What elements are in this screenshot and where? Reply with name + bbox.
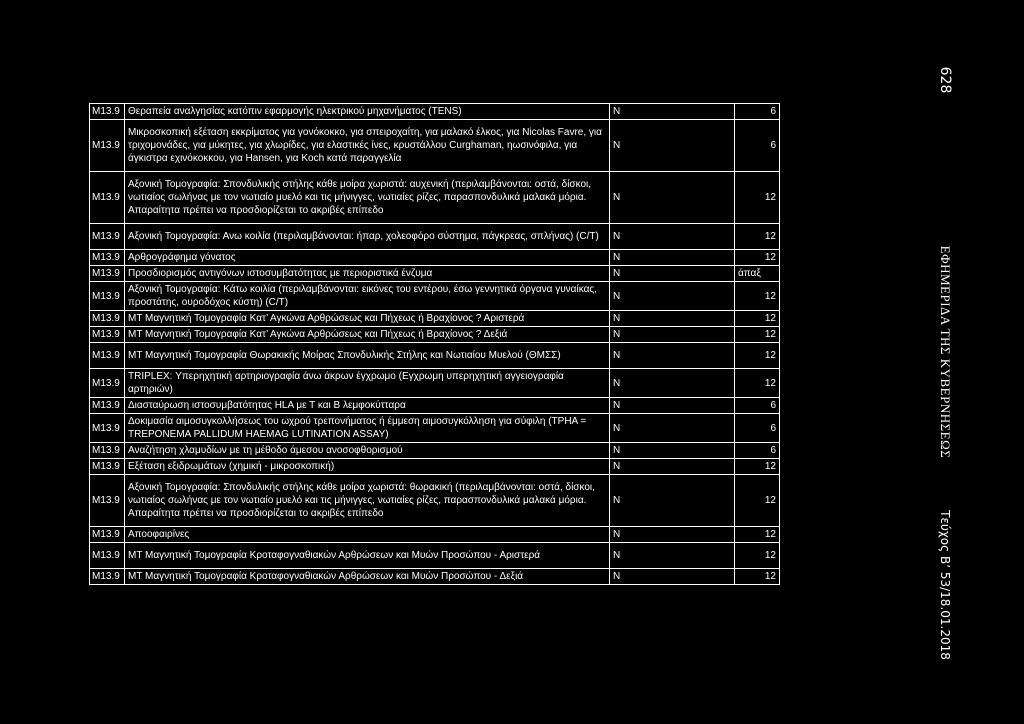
row-value: 12 [735,172,780,224]
row-value: 6 [735,398,780,414]
row-value: 12 [735,569,780,585]
table-row [90,250,780,266]
row-code: M13.9 [90,343,125,369]
row-value: 6 [735,414,780,443]
row-code: M13.9 [90,250,125,266]
row-type: N [610,527,735,543]
row-code: M13.9 [90,543,125,569]
table-row [90,475,780,527]
row-description: Αποοφαιρίνες [125,527,610,543]
row-value: 12 [735,311,780,327]
row-value: 12 [735,527,780,543]
table-row [90,311,780,327]
row-value: 12 [735,250,780,266]
row-code: M13.9 [90,172,125,224]
table-row [90,104,780,120]
row-type: N [610,224,735,250]
row-description: Αρθρογράφημα γόνατος [125,250,610,266]
row-type: N [610,569,735,585]
row-code: M13.9 [90,224,125,250]
row-value: 12 [735,543,780,569]
row-value: 6 [735,104,780,120]
table-row [90,569,780,585]
row-type: N [610,369,735,398]
row-description: ΜΤ Μαγνητική Τομογραφία Θωρακικής Μοίρας Σπονδυλικής Στήλης και Νωτιαίου Μυελού (ΘΜΣΣ) [125,343,610,369]
row-value: 12 [735,224,780,250]
row-type: N [610,104,735,120]
row-type: N [610,120,735,172]
row-value: 12 [735,327,780,343]
row-type: N [610,475,735,527]
row-type: N [610,543,735,569]
row-code: M13.9 [90,475,125,527]
gazette-title: ΕΦΗΜΕΡΙΔΑ ΤΗΣ ΚΥΒΕΡΝΗΣΕΩΣ [938,245,953,459]
table-row [90,343,780,369]
table-row [90,327,780,343]
row-description: Αξονική Τομογραφία: Ανω κοιλία (περιλαμβάνονται: ήπαρ, χολεοφόρο σύστημα, πάγκρεας, σπλήνας) (C/T) [125,224,610,250]
row-type: N [610,443,735,459]
row-code: M13.9 [90,459,125,475]
row-description: Διασταύρωση ιστοσυμβατότητας HLA με Τ και Β λεμφοκύτταρα [125,398,610,414]
row-description: Προσδιορισμός αντιγόνων ιστοσυμβατότητας με περιοριστικά ένζυμα [125,266,610,282]
row-type: N [610,266,735,282]
row-type: N [610,343,735,369]
table-row [90,543,780,569]
row-code: M13.9 [90,282,125,311]
row-type: N [610,250,735,266]
row-code: M13.9 [90,266,125,282]
table-row [90,224,780,250]
row-description: Δοκιμασία αιμοσυγκολλήσεως του ωχρού τρεπονήματος ή έμμεση αιμοσυγκόλληση για σύφιλη (TPHA = TREPONEMA PALLIDUM HAEMAG LUTINATION ASSAY) [125,414,610,443]
issue-reference: Τεύχος Β’ 53/18.01.2018 [938,510,952,660]
row-description: TRIPLEX: Υπερηχητική αρτηριογραφία άνω άκρων έγχρωμο (Εγχρωμη υπερηχητική αγγειογραφία αρτηριών) [125,369,610,398]
row-description: Αξονική Τομογραφία: Κάτω κοιλία (περιλαμβάνονται: εικόνες του εντέρου, έσω γεννητικά όργανα γυναίκας, προστάτης, ουροδόχος κύστη) (C/T) [125,282,610,311]
row-type: N [610,327,735,343]
page-number: 628 [937,66,953,94]
table-row [90,120,780,172]
row-value: 12 [735,282,780,311]
row-type: N [610,172,735,224]
row-description: ΜΤ Μαγνητική Τομογραφία Κροταφογναθιακών Αρθρώσεων και Μυών Προσώπου - Δεξιά [125,569,610,585]
table-row [90,398,780,414]
row-code: M13.9 [90,311,125,327]
row-description: Αναζήτηση χλαμυδίων με τη μέθοδο άμεσου ανοσοφθορισμού [125,443,610,459]
row-type: N [610,282,735,311]
row-description: Αξονική Τομογραφία: Σπονδυλικής στήλης κάθε μοίρα χωριστά: αυχενική (περιλαμβάνονται: οστά, δίσκοι, νωτιαίος σωλήνας με τον νωτιαίο μυελό και τις μήνιγγες, νωτιαίες ρίζες, παρασπονδυλικά μαλακά μόρια. Απαραίτητα πρέπει να προσδιορίζεται το ακριβές επίπεδο [125,172,610,224]
row-value: 6 [735,443,780,459]
table-row [90,282,780,311]
row-type: N [610,459,735,475]
row-code: M13.9 [90,569,125,585]
row-description: ΜΤ Μαγνητική Τομογραφία Κατ’ Αγκώνα Αρθρώσεως και Πήχεως ή Βραχίονος ? Αριστερά [125,311,610,327]
row-description: Μικροσκοπική εξέταση εκκρίματος για γονόκοκκο, για σπειροχαίτη, για μαλακό έλκος, για Nicolas Favre, για τριχομονάδες, για μύκητες, για χλωρίδες, για ελαστικές ίνες, κρυστάλλου Curghaman, ηωσινόφιλα, για άγκιστρα εχινόκοκκου, για Hansen, για Koch κατά παραγγελία [125,120,610,172]
row-description: Θεραπεία αναλγησίας κατόπιν εφαρμογής ηλεκτρικού μηχανήματος (TENS) [125,104,610,120]
row-code: M13.9 [90,398,125,414]
row-code: M13.9 [90,120,125,172]
procedures-table [89,103,780,585]
row-code: M13.9 [90,443,125,459]
row-description: ΜΤ Μαγνητική Τομογραφία Κροταφογναθιακών Αρθρώσεων και Μυών Προσώπου - Αριστερά [125,543,610,569]
table-row [90,172,780,224]
row-description: Εξέταση εξιδρωμάτων (χημική - μικροσκοπική) [125,459,610,475]
row-code: M13.9 [90,527,125,543]
row-code: M13.9 [90,104,125,120]
row-description: Αξονική Τομογραφία: Σπονδυλικής στήλης κάθε μοίρα χωριστά: θωρακική (περιλαμβάνονται: οστά, δίσκοι, νωτιαίος σωλήνας με τον νωτιαίο μυελό και τις μήνιγγες, νωτιαίες ρίζες, παρασπονδυλικά μαλακά μόρια. Απαραίτητα πρέπει να προσδιορίζεται το ακριβές επίπεδο [125,475,610,527]
row-description: ΜΤ Μαγνητική Τομογραφία Κατ’ Αγκώνα Αρθρώσεως και Πήχεως ή Βραχίονος ? Δεξιά [125,327,610,343]
table-row [90,369,780,398]
row-value: 12 [735,475,780,527]
table-row [90,527,780,543]
row-value: 12 [735,343,780,369]
row-type: N [610,414,735,443]
row-type: N [610,311,735,327]
row-type: N [610,398,735,414]
row-code: M13.9 [90,414,125,443]
table-row [90,443,780,459]
row-value: 12 [735,459,780,475]
table-row [90,266,780,282]
row-code: M13.9 [90,327,125,343]
row-value: 6 [735,120,780,172]
row-value: 12 [735,369,780,398]
row-value: άπαξ [735,266,780,282]
table-row [90,459,780,475]
row-code: M13.9 [90,369,125,398]
table-row [90,414,780,443]
